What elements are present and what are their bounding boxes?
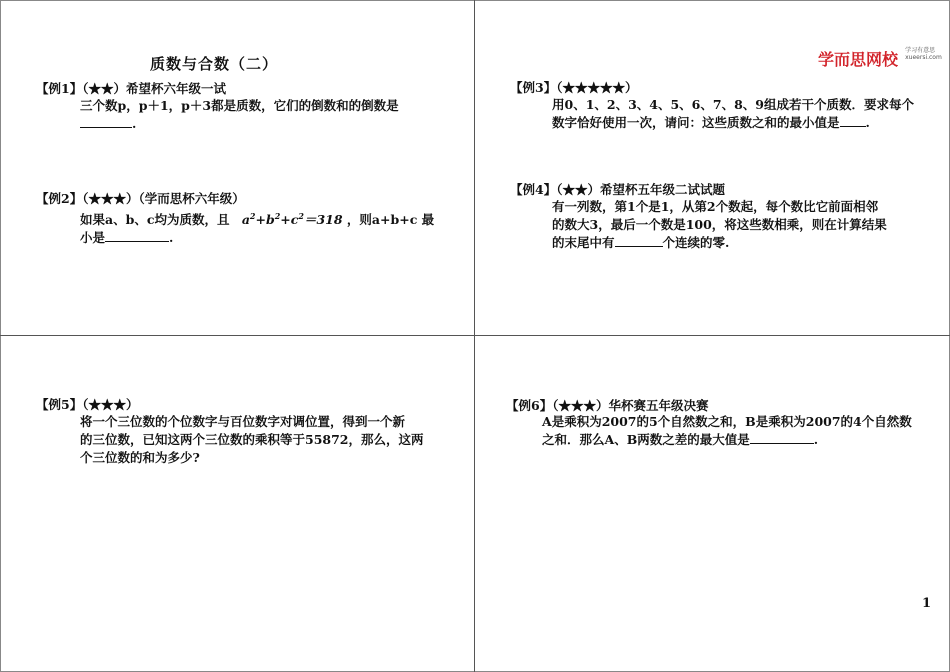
page-number: 1: [922, 596, 932, 611]
example-1-text: 三个数p，p＋1，p＋3都是质数，它们的倒数和的倒数是: [80, 98, 399, 113]
vertical-divider: [474, 0, 475, 672]
example-1-heading: 【例1】（★★）希望杯六年级一试: [36, 81, 226, 96]
page-title: 质数与合数（二）: [150, 55, 279, 73]
example-6-text: A是乘积为2007的5个自然数之和，B是乘积为2007的4个自然数: [542, 414, 912, 429]
answer-blank: [80, 115, 132, 128]
logo: [818, 47, 942, 70]
example-3-heading: 【例3】（★★★★★）: [510, 80, 638, 95]
logo-text: 学而思网校: [818, 50, 899, 69]
example-2-body: 如果a、b、c均为质数，且 $a^2+b^2+c^2=318$ ，则a+b+c 最 小是 .: [80, 211, 435, 246]
example-5-heading: 【例5】（★★★）: [36, 397, 139, 412]
example-5-body: 将一个三位数的个位数字与百位数字对调位置，得到一个新 的三位数，已知这两个三位数的乘积等于55872，那么，这两 个三位数的和为多少?: [80, 414, 424, 465]
answer-blank: [105, 229, 169, 242]
logo-subtext: 学习有意思 xueersi.com: [905, 47, 942, 61]
answer-blank: [750, 431, 814, 444]
example-5-text: 将一个三位数的个位数字与百位数字对调位置，得到一个新: [80, 414, 406, 429]
example-2-formula: $a^2+b^2+c^2=318$: [241, 211, 343, 228]
example-4-heading: 【例4】（★★）希望杯五年级二试试题: [510, 182, 725, 197]
example-2-heading: 【例2】（★★★）（学而思杯六年级）: [36, 191, 245, 206]
example-4-text: 有一列数，第1个是1，从第2个数起，每个数比它前面相邻: [552, 199, 879, 214]
example-6-body: A是乘积为2007的5个自然数之和，B是乘积为2007的4个自然数 之和．那么A、B两数之差的最大值是 .: [542, 414, 912, 447]
example-3-text: 用0、1、2、3、4、5、6、7、8、9组成若干个质数．要求每个: [552, 97, 914, 112]
answer-blank: [615, 234, 663, 247]
example-1-body: 三个数p，p＋1，p＋3都是质数，它们的倒数和的倒数是 .: [80, 98, 399, 131]
example-4-body: 有一列数，第1个是1，从第2个数起，每个数比它前面相邻 的数大3，最后一个数是100，将这些数相乘，则在计算结果 的末尾中有 个连续的零.: [552, 199, 887, 250]
horizontal-divider: [0, 335, 950, 336]
example-3-body: 用0、1、2、3、4、5、6、7、8、9组成若干个质数．要求每个 数字恰好使用一次，请问：这些质数之和的最小值是 .: [552, 97, 914, 130]
example-2-text: 如果a、b、c均为质数，且: [80, 212, 230, 228]
example-6-heading: 【例6】（★★★）华杯赛五年级决赛: [506, 398, 709, 413]
answer-blank: [840, 114, 866, 127]
